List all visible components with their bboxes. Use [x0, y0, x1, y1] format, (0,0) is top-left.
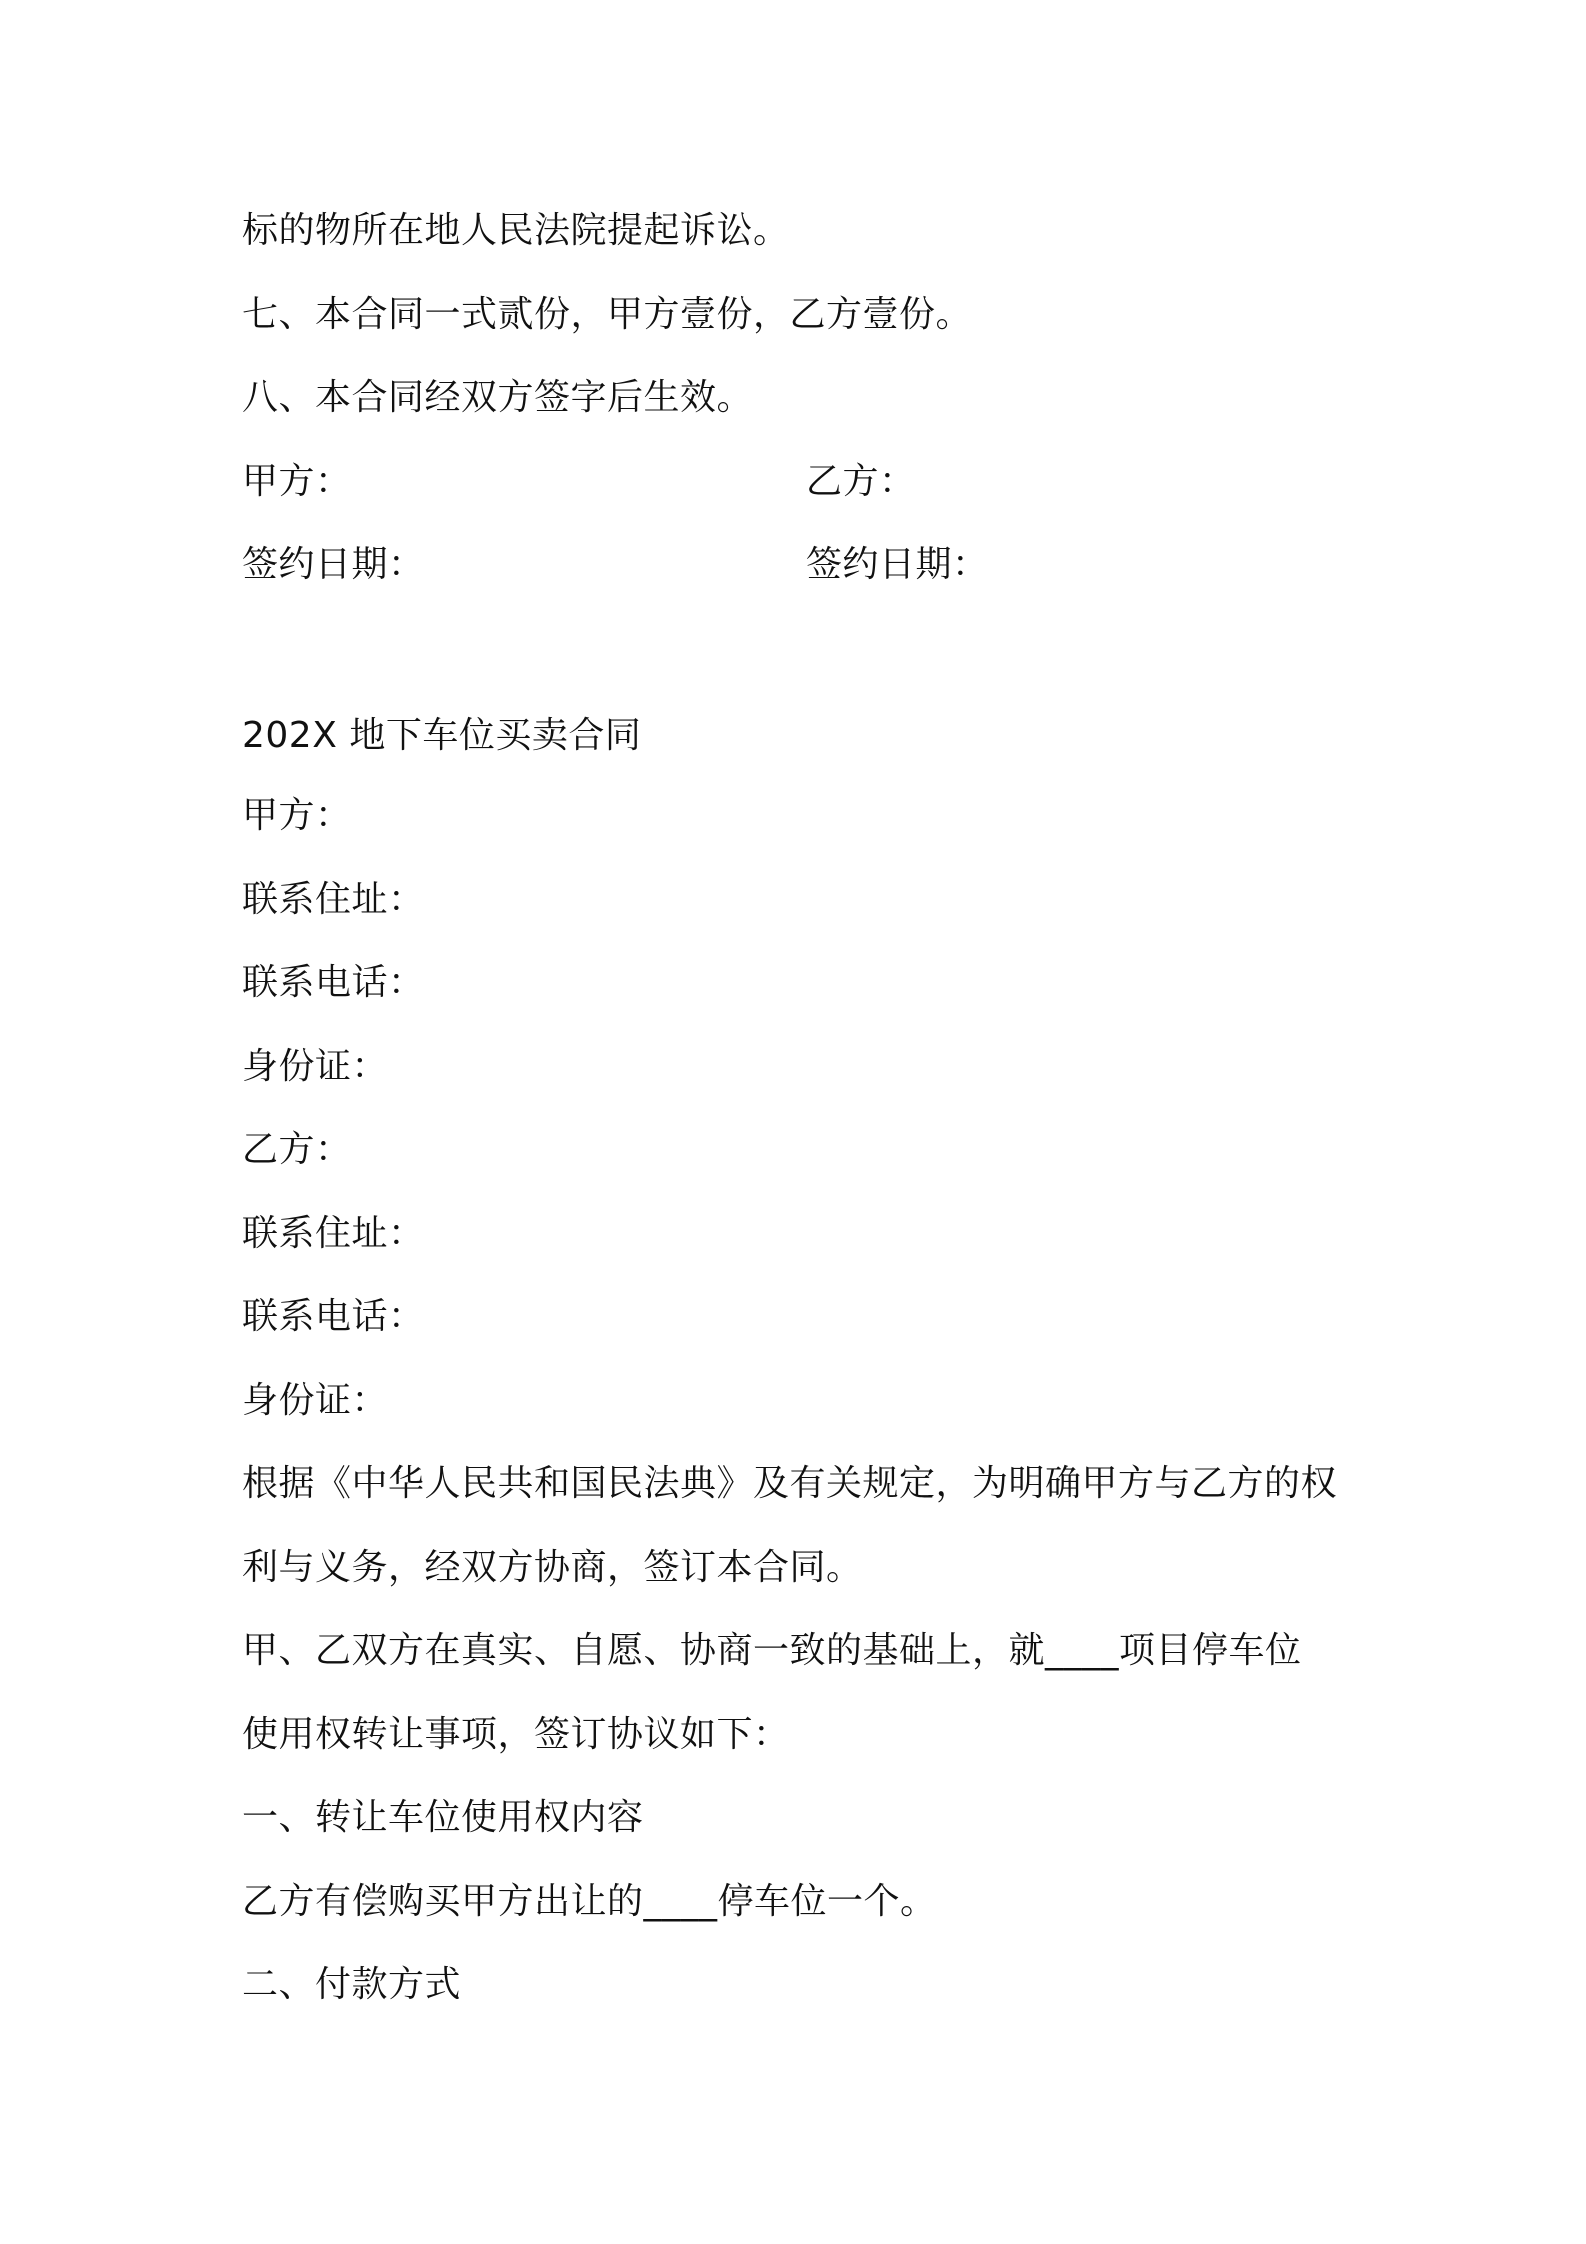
party-b-label: 乙方：: [242, 1129, 352, 1170]
party-b-id: 身份证：: [242, 1380, 389, 1421]
basis-paragraph-line-2: 使用权转让事项，签订协议如下：: [242, 1714, 790, 1755]
party-b-phone: 联系电话：: [242, 1296, 425, 1337]
party-a-phone: 联系电话：: [242, 962, 425, 1003]
party-b-address: 联系住址：: [242, 1213, 425, 1254]
sign-date-party-b: 签约日期：: [806, 544, 989, 585]
party-a-label: 甲方：: [242, 795, 352, 836]
signature-party-a: 甲方：: [242, 461, 352, 502]
sign-date-party-a: 签约日期：: [242, 544, 425, 585]
signature-party-b: 乙方：: [806, 461, 916, 502]
section-1-body: 乙方有偿购买甲方出让的____停车位一个。: [242, 1881, 937, 1922]
section-2-heading: 二、付款方式: [242, 1964, 462, 2005]
intro-paragraph-line-2: 利与义务，经双方协商，签订本合同。: [242, 1547, 863, 1588]
clause-7: 七、本合同一式贰份，甲方壹份，乙方壹份。: [242, 294, 973, 335]
section-1-heading: 一、转让车位使用权内容: [242, 1797, 644, 1838]
contract-title: 202X 地下车位买卖合同: [242, 715, 642, 756]
intro-paragraph-line-1: 根据《中华人民共和国民法典》及有关规定，为明确甲方与乙方的权: [242, 1463, 1338, 1504]
basis-paragraph-line-1: 甲、乙双方在真实、自愿、协商一致的基础上，就____项目停车位: [242, 1630, 1302, 1671]
party-a-address: 联系住址：: [242, 879, 425, 920]
clause-8: 八、本合同经双方签字后生效。: [242, 377, 754, 418]
party-a-id: 身份证：: [242, 1046, 389, 1087]
text-line-lawsuit: 标的物所在地人民法院提起诉讼。: [242, 210, 790, 251]
